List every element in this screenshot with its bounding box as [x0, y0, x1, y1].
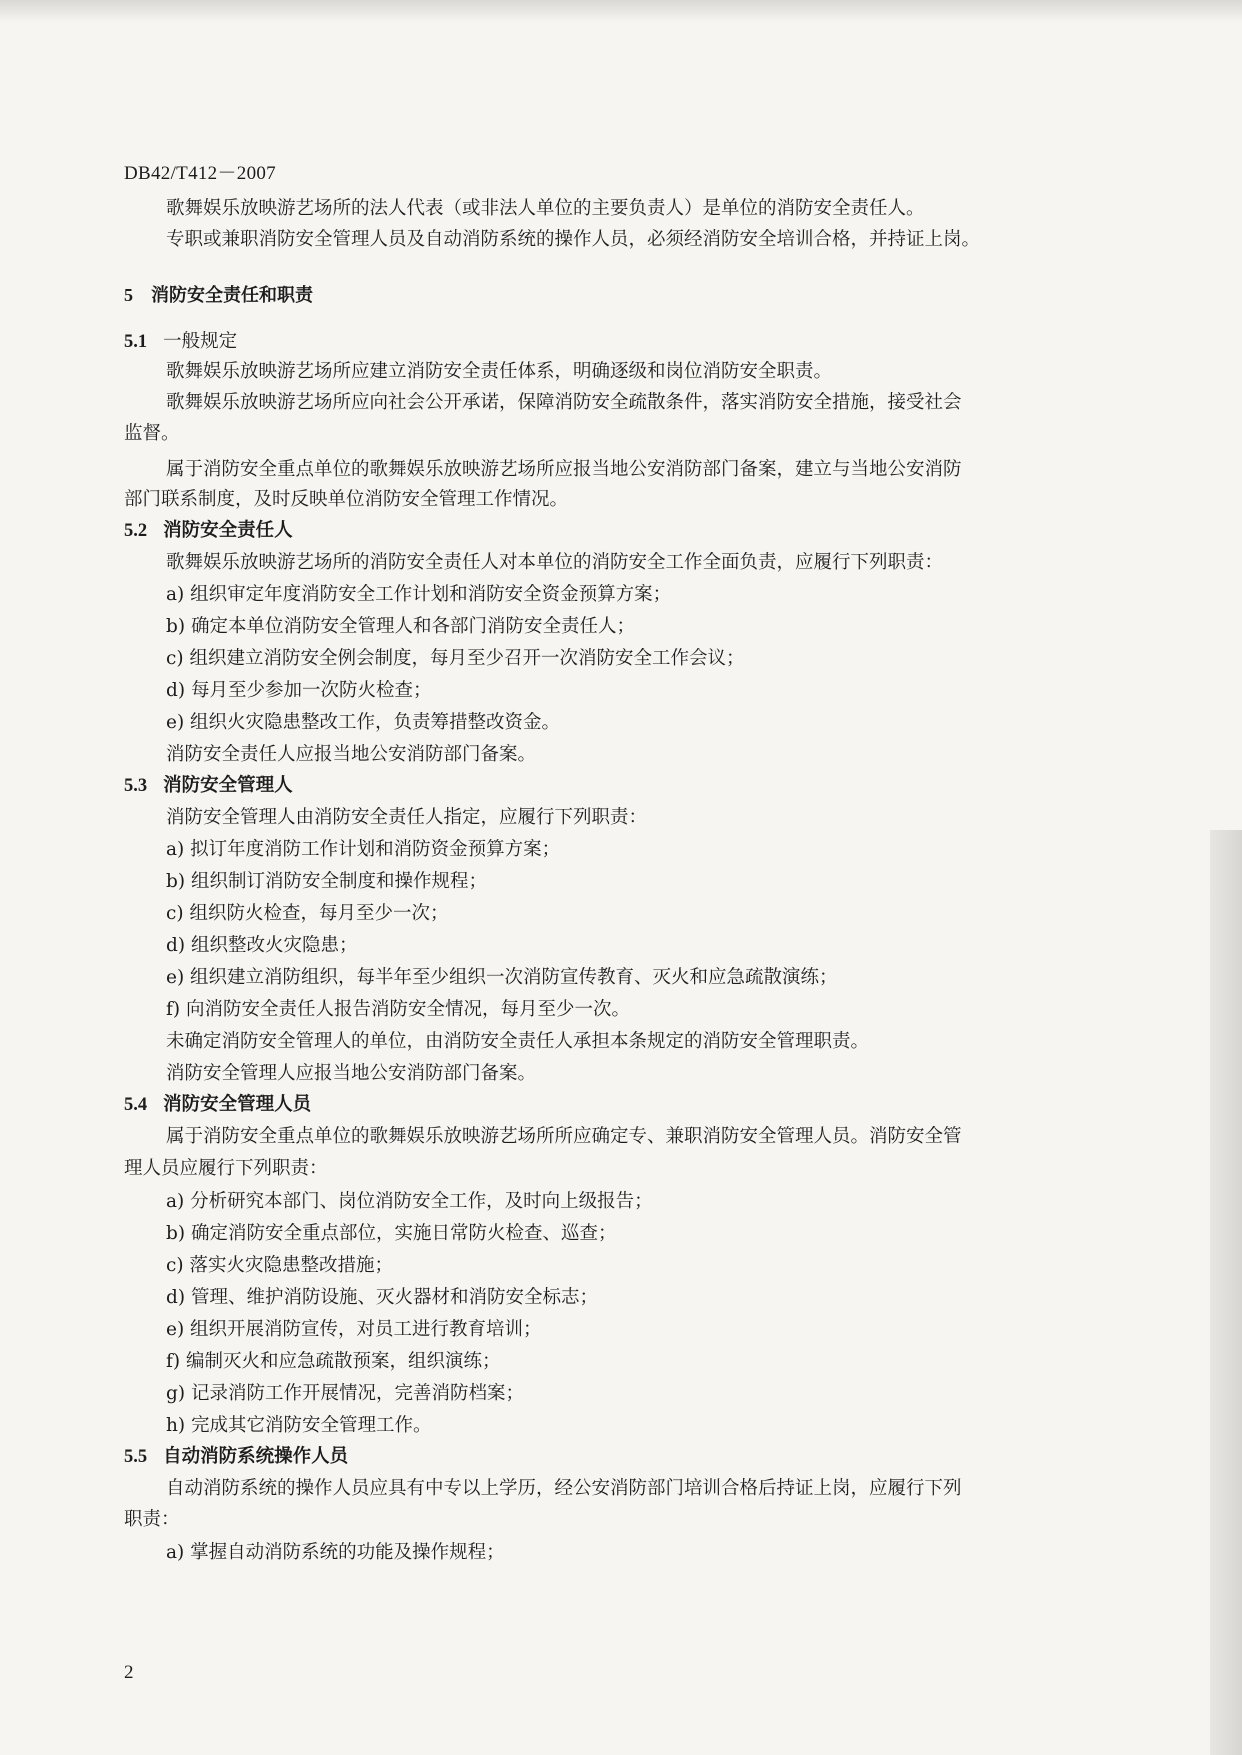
paragraph: 属于消防安全重点单位的歌舞娱乐放映游艺场所应报当地公安消防部门备案，建立与当地公安消防	[166, 459, 962, 480]
list-item: c) 组织建立消防安全例会制度，每月至少召开一次消防安全工作会议；	[166, 648, 745, 669]
paragraph: 歌舞娱乐放映游艺场所应向社会公开承诺，保障消防安全疏散条件，落实消防安全措施，接受社会	[166, 392, 962, 413]
scan-top-shadow	[0, 0, 1242, 22]
list-item: c) 组织防火检查，每月至少一次；	[166, 903, 449, 924]
subsection-heading-5-3: 5.3 消防安全管理人	[124, 775, 293, 796]
section-title: 消防安全责任和职责	[151, 285, 313, 306]
paragraph: 歌舞娱乐放映游艺场所的消防安全责任人对本单位的消防安全工作全面负责，应履行下列职责：	[166, 552, 944, 573]
paragraph: 歌舞娱乐放映游艺场所的法人代表（或非法人单位的主要负责人）是单位的消防安全责任人。	[166, 198, 925, 219]
list-item: a) 组织审定年度消防安全工作计划和消防安全资金预算方案；	[166, 584, 672, 605]
paragraph: 消防安全管理人由消防安全责任人指定，应履行下列职责：	[166, 807, 648, 828]
list-item: b) 组织制订消防安全制度和操作规程；	[166, 871, 487, 892]
section-number: 5	[124, 285, 133, 305]
paragraph-continuation: 理人员应履行下列职责：	[124, 1158, 328, 1179]
list-item: d) 组织整改火灾隐患；	[166, 935, 358, 956]
list-item: f) 向消防安全责任人报告消防安全情况，每月至少一次。	[166, 999, 630, 1020]
list-item: a) 拟订年度消防工作计划和消防资金预算方案；	[166, 839, 561, 860]
list-item: a) 掌握自动消防系统的功能及操作规程；	[166, 1542, 505, 1563]
paragraph: 歌舞娱乐放映游艺场所应建立消防安全责任体系，明确逐级和岗位消防安全职责。	[166, 361, 833, 382]
paragraph: 属于消防安全重点单位的歌舞娱乐放映游艺场所所应确定专、兼职消防安全管理人员。消防安全管	[166, 1126, 962, 1147]
section-heading-5	[124, 280, 1094, 311]
scan-right-shadow	[1210, 830, 1242, 1755]
paragraph: 未确定消防安全管理人的单位，由消防安全责任人承担本条规定的消防安全管理职责。	[166, 1031, 870, 1052]
paragraph: 专职或兼职消防安全管理人员及自动消防系统的操作人员，必须经消防安全培训合格，并持证上岗。	[166, 229, 981, 250]
list-item: b) 确定消防安全重点部位，实施日常防火检查、巡查；	[166, 1223, 617, 1244]
subsection-heading-5-2: 5.2 消防安全责任人	[124, 520, 293, 541]
list-item: h) 完成其它消防安全管理工作。	[166, 1415, 432, 1436]
list-item: a) 分析研究本部门、岗位消防安全工作，及时向上级报告；	[166, 1191, 653, 1212]
list-item: b) 确定本单位消防安全管理人和各部门消防安全责任人；	[166, 616, 635, 637]
list-item: e) 组织建立消防组织，每半年至少组织一次消防宣传教育、灭火和应急疏散演练；	[166, 967, 838, 988]
paragraph-continuation: 职责：	[124, 1509, 180, 1530]
paragraph-continuation: 监督。	[124, 423, 180, 444]
paragraph: 自动消防系统的操作人员应具有中专以上学历，经公安消防部门培训合格后持证上岗，应履行下列	[166, 1478, 962, 1499]
page-number: 2	[124, 1662, 134, 1683]
list-item: e) 组织火灾隐患整改工作，负责筹措整改资金。	[166, 712, 561, 733]
paragraph-continuation: 部门联系制度，及时反映单位消防安全管理工作情况。	[124, 489, 569, 510]
paragraph: 消防安全管理人应报当地公安消防部门备案。	[166, 1063, 537, 1084]
list-item: d) 每月至少参加一次防火检查；	[166, 680, 432, 701]
list-item: d) 管理、维护消防设施、灭火器材和消防安全标志；	[166, 1287, 598, 1308]
document-code: DB42/T412－2007	[124, 163, 276, 184]
subsection-heading-5-4: 5.4 消防安全管理人员	[124, 1094, 312, 1115]
subsection-heading-5-1: 5.1 一般规定	[124, 331, 238, 352]
list-item: e) 组织开展消防宣传，对员工进行教育培训；	[166, 1319, 542, 1340]
list-item: f) 编制灭火和应急疏散预案，组织演练；	[166, 1351, 501, 1372]
subsection-heading-5-5: 5.5 自动消防系统操作人员	[124, 1446, 349, 1467]
paragraph: 消防安全责任人应报当地公安消防部门备案。	[166, 744, 537, 765]
list-item: g) 记录消防工作开展情况，完善消防档案；	[166, 1383, 524, 1404]
list-item: c) 落实火灾隐患整改措施；	[166, 1255, 393, 1276]
